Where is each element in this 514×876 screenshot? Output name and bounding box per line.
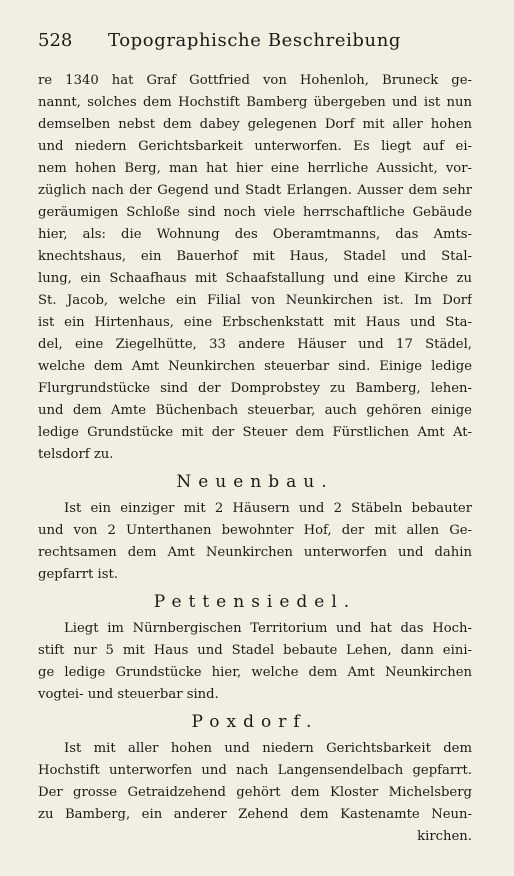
text-line: zu Bamberg, ein anderer Zehend dem Kastenamte Neun-: [38, 807, 472, 822]
text-line: hier, als: die Wohnung des Oberamtmanns, das Amts-: [38, 227, 472, 242]
text-line: stift nur 5 mit Haus und Stadel bebaute Lehen, dann eini-: [38, 643, 472, 658]
text-line: Flurgrundstücke sind der Domprobstey zu Bamberg, lehen-: [38, 381, 472, 396]
text-line: nem hohen Berg, man hat hier eine herrliche Aussicht, vor-: [38, 161, 472, 176]
text-line: ge ledige Grundstücke hier, welche dem Amt Neunkirchen: [38, 665, 472, 680]
running-title: Topographische Beschreibung: [108, 30, 402, 51]
text-line: züglich nach der Gegend und Stadt Erlangen. Ausser dem sehr: [38, 183, 472, 198]
text-line: rechtsamen dem Amt Neunkirchen unterworfen und dahin: [38, 545, 472, 560]
text-line: re 1340 hat Graf Gottfried von Hohenloh, Bruneck ge-: [38, 73, 472, 88]
text-line: gepfarrt ist.: [38, 567, 119, 582]
text-line: demselben nebst dem dabey gelegenen Dorf mit aller hohen: [38, 117, 472, 132]
page-header: [38, 30, 472, 60]
text-line: del, eine Ziegelhütte, 33 andere Häuser und 17 Städel,: [38, 337, 472, 352]
text-line: und von 2 Unterthanen bewohnter Hof, der mit allen Ge-: [38, 523, 472, 538]
text-line: und dem Amte Büchenbach steuerbar, auch gehören einige: [38, 403, 472, 418]
text-line: ledige Grundstücke mit der Steuer dem Fürstlichen Amt At-: [38, 425, 472, 440]
text-line: nannt, solches dem Hochstift Bamberg übergeben und ist nun: [38, 95, 472, 110]
paragraph-neuenbau: [38, 498, 472, 586]
text-line: lung, ein Schaafhaus mit Schaafstallung und eine Kirche zu: [38, 271, 472, 286]
text-line: Ist mit aller hohen und niedern Gerichtsbarkeit dem: [64, 741, 472, 756]
text-line: knechtshaus, ein Bauerhof mit Haus, Stadel und Stal-: [38, 249, 472, 264]
section-heading-neuenbau: Neuenbau.: [176, 472, 334, 492]
text-line: ist ein Hirtenhaus, eine Erbschenkstatt mit Haus und Sta-: [38, 315, 472, 330]
paragraph-poxdorf: [38, 738, 472, 848]
text-line: kirchen.: [417, 829, 472, 844]
page-number: 528: [38, 30, 73, 51]
text-line: geräumigen Schloße sind noch viele herrschaftliche Gebäude: [38, 205, 472, 220]
section-heading-poxdorf: Poxdorf.: [191, 712, 319, 732]
text-line: Ist ein einziger mit 2 Häusern und 2 Stäbeln bebauter: [64, 501, 472, 516]
text-line: Hochstift unterworfen und nach Langensendelbach gepfarrt.: [38, 763, 472, 778]
text-line: welche dem Amt Neunkirchen steuerbar sind. Einige ledige: [38, 359, 472, 374]
paragraph-1: [38, 70, 472, 466]
text-line: telsdorf zu.: [38, 447, 114, 462]
text-line: Der grosse Getraidzehend gehört dem Kloster Michelsberg: [38, 785, 472, 800]
text-line: vogtei- und steuerbar sind.: [38, 687, 219, 702]
paragraph-pettensiedel: [38, 618, 472, 706]
text-line: St. Jacob, welche ein Filial von Neunkirchen ist. Im Dorf: [38, 293, 472, 308]
section-heading-pettensiedel: Pettensiedel.: [153, 592, 357, 612]
text-line: Liegt im Nürnbergischen Territorium und hat das Hoch-: [64, 621, 472, 636]
text-line: und niedern Gerichtsbarkeit unterworfen. Es liegt auf ei-: [38, 139, 472, 154]
